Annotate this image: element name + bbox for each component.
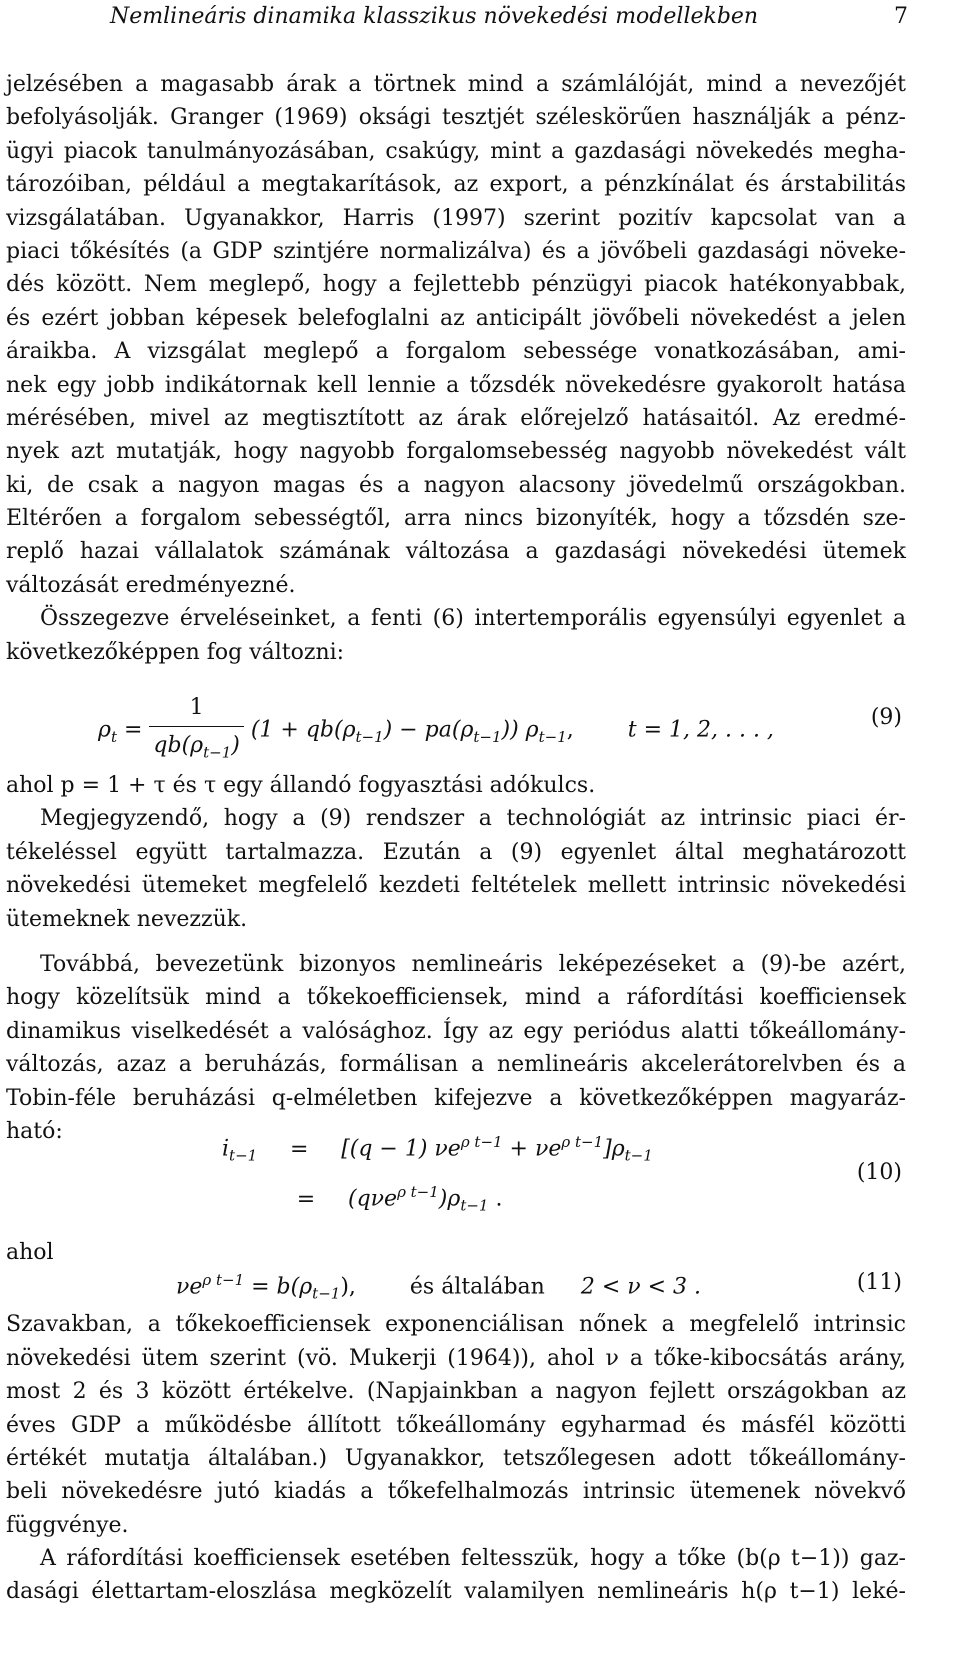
eq10-row2-tail: )ρ	[438, 1186, 461, 1212]
eq9-mid: ) − pa(ρ	[383, 717, 474, 743]
text-line: ható:	[6, 1118, 63, 1144]
text-line: tékeléssel együtt tartalmazza. Ezután a (9) egyenlet által meghatározott	[6, 839, 906, 865]
eq9-lhs: ρ	[98, 717, 111, 743]
eq10-equals: =	[296, 1186, 316, 1212]
eq10-row2-rhs: (qνe	[348, 1186, 398, 1212]
text-line: éves GDP a működésbe állított tőkeállomány egyharmad és másfél közötti	[6, 1412, 906, 1438]
eq9-frac-den-sub: t−1	[203, 743, 232, 762]
text-line: mérésében, mivel az megtisztított az árak előrejelző hatásaitól. Az eredmé-	[6, 405, 906, 431]
text-line: most 2 és 3 között értékelve. (Napjainkban a nagyon fejlett országokban az	[6, 1379, 906, 1405]
eq11-sup: ρ t−1	[202, 1271, 245, 1290]
text-line: Szavakban, a tőkekoefficiensek exponenciálisan nőnek a megfelelő intrinsic	[6, 1312, 906, 1338]
eq11-lhs: νe	[176, 1274, 203, 1300]
text-line: dasági élettartam-eloszlása megközelít valamilyen nemlineáris h(ρ t−1) leké-	[6, 1579, 906, 1605]
eq10-sup: ρ t−1	[561, 1133, 604, 1152]
text-line: változását eredményezné.	[6, 572, 296, 598]
text-line: nek egy jobb indikátornak kell lennie a tőzsdék növekedésre gyakorolt hatása	[6, 372, 906, 398]
text-line: Továbbá, bevezetünk bizonyos nemlineáris leképezéseket a (9)-be azért,	[40, 951, 906, 977]
text-line: Eltérően a forgalom sebességtől, arra nincs bizonyíték, hogy a tőzsdén sze-	[6, 506, 906, 532]
eq10-sup: ρ t−1	[460, 1133, 503, 1152]
text-line: növekedési ütem szerint (vö. Mukerji (1964)), ahol ν a tőke-kibocsátás arány,	[6, 1345, 906, 1371]
text-line: hogy közelítsük mind a tőkekoefficiensek, mind a ráfordítási koefficiensek	[6, 985, 906, 1011]
text-line: Tobin-féle beruházási q-elméletben kifejezve a következőképpen magyaráz-	[6, 1085, 906, 1111]
text-line: nyek azt mutatják, hogy nagyobb forgalomsebesség nagyobb növekedést vált	[6, 439, 906, 465]
after-eq9	[6, 769, 906, 802]
paragraph-6	[6, 1542, 906, 1609]
paragraph-4	[6, 948, 906, 1148]
running-header-title: Nemlineáris dinamika klasszikus növekedési modellekben	[110, 4, 759, 29]
paragraph-2	[6, 602, 906, 669]
text-line: replő hazai vállalatok számának változása a gazdasági növekedési ütemek	[6, 539, 906, 565]
eq11-rhs: = b(ρ	[244, 1274, 313, 1300]
eq9-sub: t−1	[355, 728, 384, 747]
eq10-row1-rhs: [(q − 1) νe	[341, 1136, 461, 1162]
equation-number: (10)	[856, 1160, 902, 1186]
eq10-row1-mid: + νe	[502, 1136, 562, 1162]
eq10-row1-lhs-sub: t−1	[229, 1147, 258, 1166]
eq9-frac-den: qb(ρ	[153, 733, 204, 759]
text-line: A ráfordítási koefficiensek esetében feltesszük, hogy a tőke (b(ρ t−1)) gaz-	[40, 1546, 906, 1572]
text-line: Megjegyzendő, hogy a (9) rendszer a technológiát az intrinsic piaci ér-	[40, 806, 906, 832]
text-line: vizsgálatában. Ugyanakkor, Harris (1997) szerint pozitív kapcsolat van a	[6, 205, 906, 231]
eq10-row2-end: .	[488, 1186, 503, 1212]
eq9-condition: t = 1, 2, . . . ,	[627, 717, 774, 743]
text-line: változás, azaz a beruházás, formálisan a nemlineáris akcelerátorelvben és a	[6, 1052, 906, 1078]
eq9-tail: )) ρ	[501, 717, 539, 743]
text-line: dinamikus viselkedését a valósághoz. Így az egy periódus alatti tőkeállomány-	[6, 1018, 906, 1044]
ahol-label: ahol	[6, 1240, 54, 1266]
eq11-sub: t−1	[312, 1285, 341, 1304]
text-line: beli növekedésre jutó kiadás a tőkefelhalmozás intrinsic ütemenek növekvő	[6, 1479, 906, 1505]
text-line: tározóiban, például a megtakarítások, az export, a pénzkínálat és árstabilitás	[6, 172, 906, 198]
equation-number: (11)	[856, 1270, 902, 1296]
eq10-sub: t−1	[624, 1147, 653, 1166]
text-line: ahol p = 1 + τ és τ egy állandó fogyasztási adókulcs.	[6, 773, 596, 799]
eq9-sub: t−1	[538, 728, 567, 747]
text-line: dés között. Nem meglepő, hogy a fejlettebb pénzügyi piacok hatékonyabbak,	[6, 272, 906, 298]
equation-9: $\rho_t$ = $\frac{1}{qb(\rho_{t-1})}$ $(1 + qb(\rho_{t-1}) - pa(\rho_{t-1}))$ $\rho_{t-1}$, t = 1, 2, . . . , (9)	[6, 669, 906, 769]
eq11-rhs-close: ),	[340, 1274, 356, 1300]
text-line: értékét mutatja általában.) Ugyanakkor, tetszőlegesen adott tőkeállomány-	[6, 1445, 906, 1471]
eq11-condition: 2 < ν < 3 .	[580, 1274, 702, 1300]
text-line: következőképpen fog változni:	[6, 639, 345, 665]
eq10-sub: t−1	[460, 1197, 489, 1216]
eq9-fraction	[149, 691, 243, 770]
text-line: ki, de csak a nagyon magas és a nagyon alacsony jövedelmű országokban.	[6, 472, 906, 498]
text-line: áraikba. A vizsgálat meglepő a forgalom sebessége vonatkozásában, ami-	[6, 339, 906, 365]
eq9-comma: ,	[566, 717, 574, 743]
text-line: Összegezve érveléseinket, a fenti (6) intertemporális egyensúlyi egyenlet a	[40, 606, 906, 632]
text-line: ütemeknek nevezzük.	[6, 906, 248, 932]
paragraph-3	[6, 802, 906, 936]
eq10-sup: ρ t−1	[397, 1183, 439, 1202]
eq10-equals: =	[289, 1136, 309, 1162]
equation-number: (9)	[870, 705, 902, 731]
eq10-row1-lhs: i	[222, 1136, 230, 1162]
eq9-frac-num: 1	[149, 691, 243, 727]
text-line: jelzésében a magasabb árak a törtnek mind a számlálóját, mind a nevezőjét	[6, 72, 906, 97]
text-line: és ezért jobban képesek belefoglalni az anticipált jövőbeli növekedést a jelen	[6, 305, 906, 331]
page-number: 7	[894, 4, 908, 29]
text-line: növekedési ütemeket megfelelő kezdeti feltételek mellett intrinsic növekedési	[6, 873, 906, 899]
text-line: piaci tőkésítés (a GDP szintjére normalizálva) és a jövőbeli gazdasági növeke-	[6, 238, 906, 264]
paragraph-1	[6, 68, 906, 602]
text-line: ügyi piacok tanulmányozásában, csakúgy, mint a gazdasági növekedés megha-	[6, 138, 906, 164]
eq9-body: (1 + qb(ρ	[250, 717, 356, 743]
text-line: függvénye.	[6, 1512, 129, 1538]
paragraph-5	[6, 1308, 906, 1542]
body-text	[6, 68, 906, 1609]
equation-11	[6, 1240, 906, 1304]
eq9-sub: t−1	[473, 728, 502, 747]
running-header	[0, 0, 960, 34]
eq9-lhs-sub: t	[110, 728, 117, 747]
eq9-frac-den-close: )	[231, 733, 240, 759]
eq11-text: és általában	[409, 1274, 545, 1300]
text-line: befolyásolják. Granger (1969) oksági tesztjét széleskörűen használják a pénz-	[6, 105, 906, 131]
eq10-row1-tail: ]ρ	[603, 1136, 625, 1162]
